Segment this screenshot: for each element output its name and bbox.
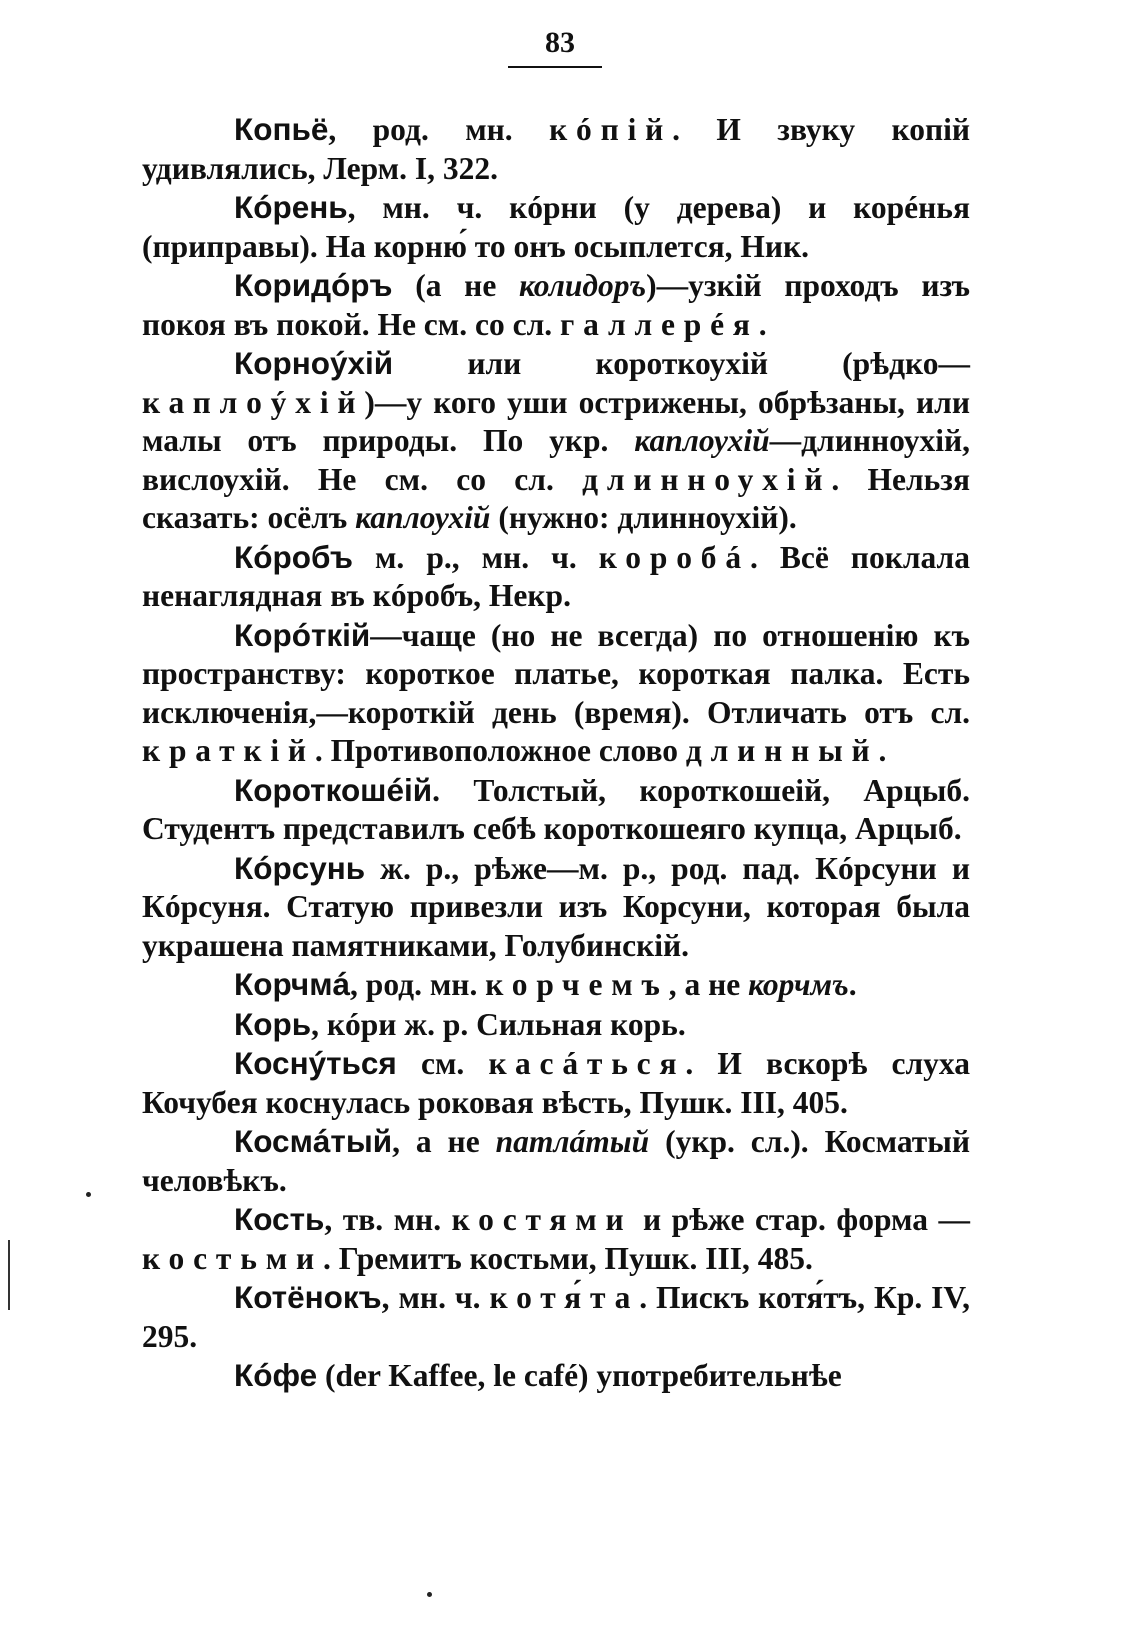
entry-text: , мн. ч. кóрни (у дерева) и корéнья (приправы). На корню́ то онъ осыплется, Ник. xyxy=(142,190,970,264)
entry-text: . xyxy=(878,733,887,768)
entry-text: . Гремитъ костьми, Пушк. III, 485. xyxy=(322,1240,813,1276)
entry-text: , а не xyxy=(668,967,749,1002)
entry-spaced-term: кóпій xyxy=(549,112,673,147)
entry-text: , род. мн. xyxy=(350,967,486,1002)
entry-text: (а не xyxy=(392,268,520,303)
entry-spaced-term: каплоýхій xyxy=(142,384,365,420)
entry-spaced-term: касáться xyxy=(488,1046,686,1081)
entry-headword: Кóрсунь xyxy=(234,849,366,886)
entry-text: или короткоухій (рѣдко— xyxy=(393,346,970,381)
entry-headword: Корóткій xyxy=(234,616,371,653)
entry-text: (нужно: длинноухій). xyxy=(490,500,797,535)
entry-spaced-term: краткій xyxy=(142,733,315,768)
entry-headword: Кóфе xyxy=(234,1357,318,1393)
dictionary-entry xyxy=(142,965,970,1005)
entry-text: , а не xyxy=(392,1124,496,1159)
entry-text: —чаще (но не всегда) по отношенію къ пространству: короткое платье, короткая палка. Есть исключенія,—короткій день (время). Отличать отъ сл. xyxy=(142,617,970,730)
page-number-rule xyxy=(508,66,602,68)
entry-headword: Корь xyxy=(234,1005,312,1042)
entry-headword: Коридóръ xyxy=(234,267,393,303)
entry-spaced-term: коробá xyxy=(598,539,750,575)
entry-text: (укр. сл.). Косматый человѣкъ. xyxy=(142,1124,970,1198)
entry-text: , мн. ч. xyxy=(381,1280,490,1315)
dictionary-entry xyxy=(142,1278,970,1356)
entry-headword: Коснýться xyxy=(234,1045,397,1081)
dictionary-entry xyxy=(142,344,970,538)
entry-text: . xyxy=(848,967,857,1002)
entry-italic-term: патлáтый xyxy=(495,1124,650,1159)
entry-text: , род. мн. xyxy=(328,112,550,147)
entry-italic-term: колидоръ xyxy=(519,268,647,303)
dictionary-entry xyxy=(142,1044,970,1122)
dictionary-entry xyxy=(142,616,970,771)
entry-headword: Копьё xyxy=(234,111,329,147)
entry-headword: Космáтый xyxy=(234,1123,393,1159)
entry-spaced-term: корчемъ xyxy=(485,967,669,1002)
entry-text: и рѣже стар. форма — xyxy=(632,1202,970,1237)
speck xyxy=(86,1192,91,1197)
page-number: 83 xyxy=(545,26,575,59)
dictionary-entry xyxy=(142,1356,970,1396)
dictionary-text xyxy=(142,110,970,1396)
entry-italic-term: каплоухій xyxy=(634,423,770,458)
entry-spaced-term: костями xyxy=(451,1202,633,1237)
dictionary-entry xyxy=(142,1200,970,1278)
entry-spaced-term: длинный xyxy=(685,733,879,768)
dictionary-entry xyxy=(142,538,970,616)
entry-text: . Толстый, короткошеій, Арцыб. Студентъ представилъ себѣ короткошеяго купца, Арцыб. xyxy=(142,772,970,846)
entry-headword: Корчмá xyxy=(234,966,351,1002)
entry-headword: Кóробъ xyxy=(234,538,353,575)
entry-text: . Всё поклала ненаглядная въ кóробъ, Некр. xyxy=(142,539,970,613)
dictionary-entry xyxy=(142,1005,970,1045)
entry-text: ж. р., рѣже—м. р., род. пад. Кóрсуни и Кóрсуня. Статую привезли изъ Корсуни, которая была украшена памятниками, Голубинскій. xyxy=(142,850,970,963)
entry-headword: Кóрень xyxy=(234,189,348,225)
entry-headword: Корноýхій xyxy=(234,345,394,381)
entry-headword: Короткошéій xyxy=(234,771,433,808)
margin-mark xyxy=(8,1240,10,1310)
entry-text: , кóри ж. р. Сильная корь. xyxy=(311,1006,686,1042)
dictionary-entry xyxy=(142,771,970,849)
entry-text: . Нельзя сказать: осёлъ xyxy=(142,461,970,535)
entry-text: )—узкій проходъ изъ покоя въ покой. Не см. со сл. xyxy=(142,268,970,342)
entry-text: —длинноухій, вислоухій. Не см. со сл. xyxy=(142,423,970,497)
entry-spaced-term: костьми xyxy=(142,1240,323,1276)
entry-text: м. р., мн. ч. xyxy=(352,539,599,575)
entry-spaced-term: галлерéя xyxy=(560,306,759,342)
entry-italic-term: корчмъ xyxy=(748,967,849,1002)
entry-text: . xyxy=(758,306,767,342)
entry-spaced-term: длинноухій xyxy=(582,461,832,497)
dictionary-entry xyxy=(142,110,970,188)
dictionary-entry xyxy=(142,266,970,344)
speck xyxy=(427,1592,432,1597)
entry-text: . Пискъ котя́тъ, Кр. IV, 295. xyxy=(142,1280,970,1354)
dictionary-entry xyxy=(142,1122,970,1200)
entry-headword: Кость xyxy=(234,1201,325,1237)
entry-text: . Противоположное слово xyxy=(314,733,686,768)
entry-text: )—у кого уши острижены, обрѣзаны, или малы отъ природы. По укр. xyxy=(142,384,970,458)
entry-text: . И вскорѣ слуха Кочубея коснулась роковая вѣсть, Пушк. III, 405. xyxy=(142,1046,970,1120)
entry-text: (der Kaffee, le café) употребительнѣе xyxy=(317,1358,842,1393)
dictionary-entry xyxy=(142,849,970,966)
entry-headword: Котёнокъ xyxy=(234,1279,382,1315)
entry-italic-term: каплоухій xyxy=(355,500,491,535)
entry-text: , тв. мн. xyxy=(324,1202,452,1237)
dictionary-entry xyxy=(142,188,970,266)
entry-spaced-term: котя́та xyxy=(489,1280,640,1315)
entry-text: см. xyxy=(396,1046,489,1081)
entry-text: . И звуку копій удивлялись, Лерм. I, 322. xyxy=(142,112,970,186)
